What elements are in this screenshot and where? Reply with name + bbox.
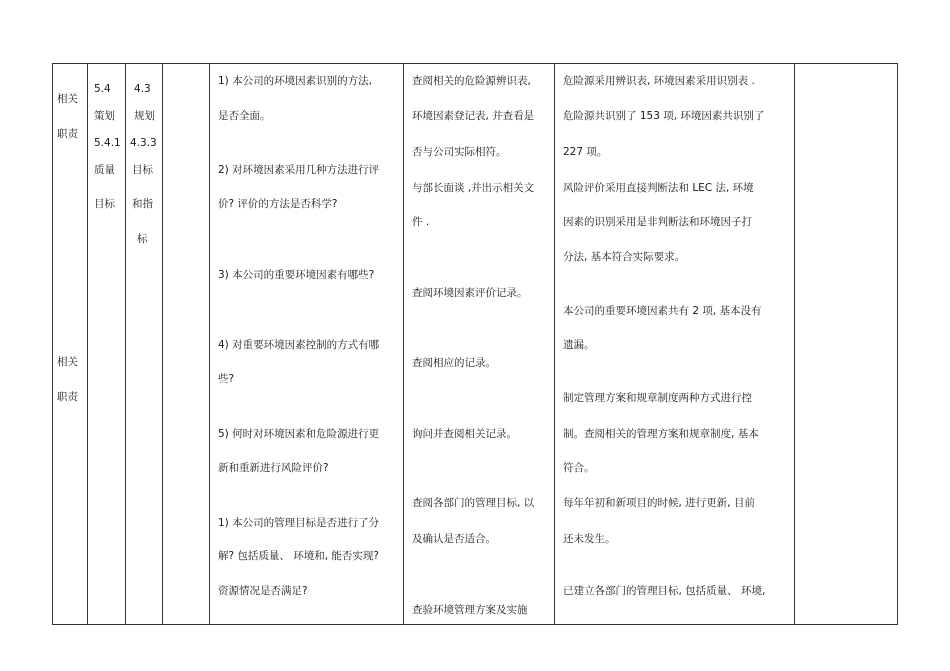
- column-divider: [794, 63, 795, 625]
- clause-label: 职责: [57, 128, 78, 140]
- clause-number: 4.3.3: [130, 137, 157, 149]
- audit-question: 1) 本公司的环境因素识别的方法,: [218, 75, 372, 87]
- column-divider: [403, 63, 404, 625]
- audit-method: 查阅相应的记录。: [412, 357, 496, 369]
- audit-method: 件 .: [412, 216, 430, 228]
- clause-number: 目标: [132, 164, 153, 176]
- audit-method: 查验环境管理方案及实施: [412, 604, 528, 616]
- clause-number: 策划: [94, 110, 115, 122]
- audit-question: 5) 何时对环境因素和危险源进行更: [218, 428, 380, 440]
- audit-question: 资源情况是否满足?: [218, 585, 308, 597]
- clause-number: 和指: [132, 198, 153, 210]
- audit-question: 2) 对环境因素采用几种方法进行评: [218, 164, 380, 176]
- audit-finding: 因素的识别采用是非判断法和环境因子打: [563, 216, 752, 228]
- audit-method: 查阅环境因素评价记录。: [412, 287, 528, 299]
- clause-number: 质量: [94, 164, 115, 176]
- column-divider: [87, 63, 88, 625]
- audit-question: 1) 本公司的管理目标是否进行了分: [218, 517, 380, 529]
- audit-finding: 分法, 基本符合实际要求。: [563, 251, 686, 263]
- audit-question: 4) 对重要环境因素控制的方式有哪: [218, 339, 380, 351]
- audit-finding: 遗漏。: [563, 339, 595, 351]
- audit-method: 查阅各部门的管理目标, 以: [412, 497, 535, 509]
- audit-finding: 危险源采用辨识表, 环境因素采用识别表 .: [563, 75, 755, 87]
- column-divider: [554, 63, 555, 625]
- clause-number: 规划: [134, 110, 155, 122]
- audit-finding: 还未发生。: [563, 533, 616, 545]
- clause-label: 相关: [57, 93, 78, 105]
- audit-method: 及确认是否适合。: [412, 533, 496, 545]
- audit-method: 查阅相关的危险源辨识表,: [412, 75, 531, 87]
- column-divider: [209, 63, 210, 625]
- clause-number: 目标: [94, 198, 115, 210]
- audit-method: 否与公司实际相符。: [412, 146, 507, 158]
- audit-finding: 本公司的重要环境因素共有 2 项, 基本没有: [563, 305, 762, 317]
- audit-method: 与部长面谈 ,并出示相关文: [412, 182, 535, 194]
- audit-finding: 已建立各部门的管理目标, 包括质量、 环境,: [563, 585, 766, 597]
- clause-number: 5.4: [94, 83, 111, 95]
- audit-question: 是否全面。: [218, 110, 271, 122]
- audit-method: 环境因素登记表, 并查看是: [412, 110, 535, 122]
- clause-number: 标: [137, 233, 148, 245]
- clause-number: 4.3: [134, 83, 151, 95]
- clause-number: 5.4.1: [94, 137, 121, 149]
- audit-finding: 符合。: [563, 462, 595, 474]
- audit-finding: 227 项。: [563, 146, 608, 158]
- audit-question: 价? 评价的方法是否科学?: [218, 198, 338, 210]
- clause-label: 职责: [57, 391, 78, 403]
- audit-method: 询问并查阅相关记录。: [412, 428, 517, 440]
- audit-question: 解? 包括质量、 环境和, 能否实现?: [218, 550, 379, 562]
- clause-label: 相关: [57, 356, 78, 368]
- audit-finding: 每年年初和新项目的时候, 进行更新, 目前: [563, 497, 755, 509]
- column-divider: [162, 63, 163, 625]
- audit-finding: 风险评价采用直接判断法和 LEC 法, 环境: [563, 182, 754, 194]
- audit-question: 3) 本公司的重要环境因素有哪些?: [218, 269, 375, 281]
- audit-finding: 制。查阅相关的管理方案和规章制度, 基本: [563, 428, 759, 440]
- audit-question: 些?: [218, 373, 235, 385]
- audit-finding: 制定管理方案和规章制度两种方式进行控: [563, 392, 752, 404]
- audit-question: 新和重新进行风险评价?: [218, 462, 329, 474]
- column-divider: [125, 63, 126, 625]
- audit-finding: 危险源共识别了 153 项, 环境因素共识别了: [563, 110, 765, 122]
